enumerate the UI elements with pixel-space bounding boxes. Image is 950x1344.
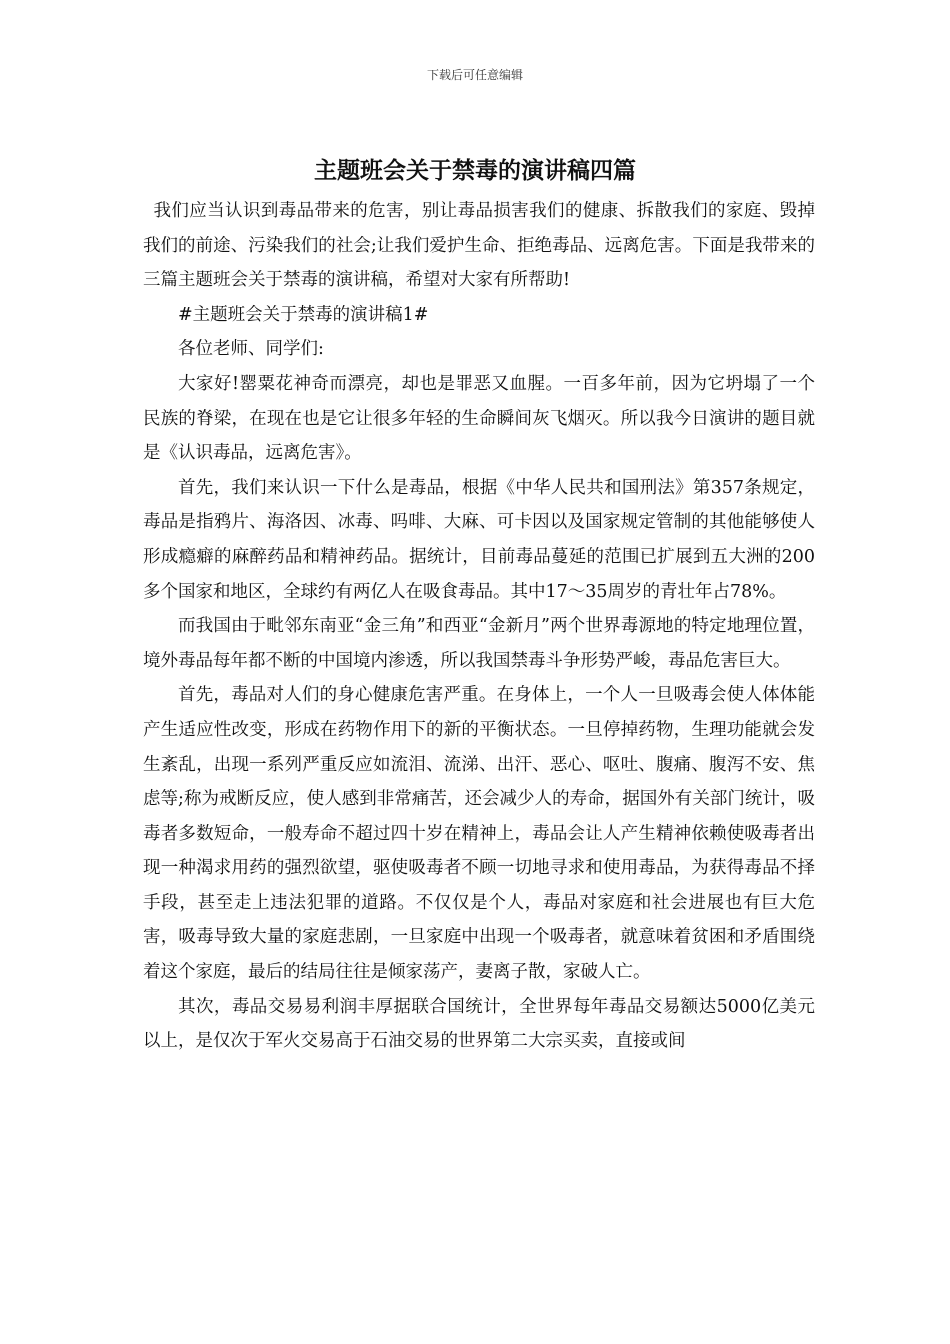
salutation: 各位老师、同学们: (178, 339, 324, 360)
section-heading: #主题班会关于禁毒的演讲稿1# (178, 304, 429, 325)
paragraph: 其次，毒品交易易利润丰厚据联合国统计，全世界每年毒品交易额达5000亿美元以上，是仅次于军火交易高于石油交易的世界第二大宗买卖，直接或间 (143, 996, 815, 1052)
paragraph: 首先，我们来认识一下什么是毒品，根据《中华人民共和国刑法》第357条规定，毒品是指鸦片、海洛因、冰毒、吗啡、大麻、可卡因以及国家规定管制的其他能够使人形成瘾癖的麻醉药品和精神药品。据统计，目前毒品蔓延的范围已扩展到五大洲的200多个国家和地区，全球约有两亿人在吸食毒品。其中17～35周岁的青壮年占78%。 (143, 477, 815, 602)
paragraph: 大家好!罂粟花神奇而漂亮，却也是罪恶又血腥。一百多年前，因为它坍塌了一个民族的脊梁，在现在也是它让很多年轻的生命瞬间灰飞烟灭。所以我今日演讲的题目就是《认识毒品，远离危害》。 (143, 373, 815, 464)
document-body (143, 194, 815, 1059)
header-note: 下载后可任意编辑 (426, 68, 523, 82)
paragraph: 而我国由于毗邻东南亚“金三角”和西亚“金新月”两个世界毒源地的特定地理位置，境外毒品每年都不断的中国境内渗透，所以我国禁毒斗争形势严峻，毒品危害巨大。 (143, 616, 815, 671)
paragraph: 首先，毒品对人们的身心健康危害严重。在身体上，一个人一旦吸毒会使人体体能产生适应性改变，形成在药物作用下的新的平衡状态。一旦停掉药物，生理功能就会发生紊乱，出现一系列严重反应如流泪、流涕、出汗、恶心、呕吐、腹痛、腹泻不安、焦虑等;称为戒断反应，使人感到非常痛苦，还会减少人的寿命，据国外有关部门统计，吸毒者多数短命，一般寿命不超过四十岁在精神上，毒品会让人产生精神依赖使吸毒者出现一种渴求用药的强烈欲望，驱使吸毒者不顾一切地寻求和使用毒品，为获得毒品不择手段，甚至走上违法犯罪的道路。不仅仅是个人，毒品对家庭和社会进展也有巨大危害，吸毒导致大量的家庭悲剧，一旦家庭中出现一个吸毒者，就意味着贫困和矛盾围绕着这个家庭，最后的结局往往是倾家荡产，妻离子散，家破人亡。 (143, 685, 815, 983)
intro-paragraph: 我们应当认识到毒品带来的危害，别让毒品损害我们的健康、拆散我们的家庭、毁掉我们的前途、污染我们的社会;让我们爱护生命、拒绝毒品、远离危害。下面是我带来的三篇主题班会关于禁毒的演讲稿，希望对大家有所帮助! (143, 201, 815, 291)
document-title: 主题班会关于禁毒的演讲稿四篇 (314, 158, 636, 184)
